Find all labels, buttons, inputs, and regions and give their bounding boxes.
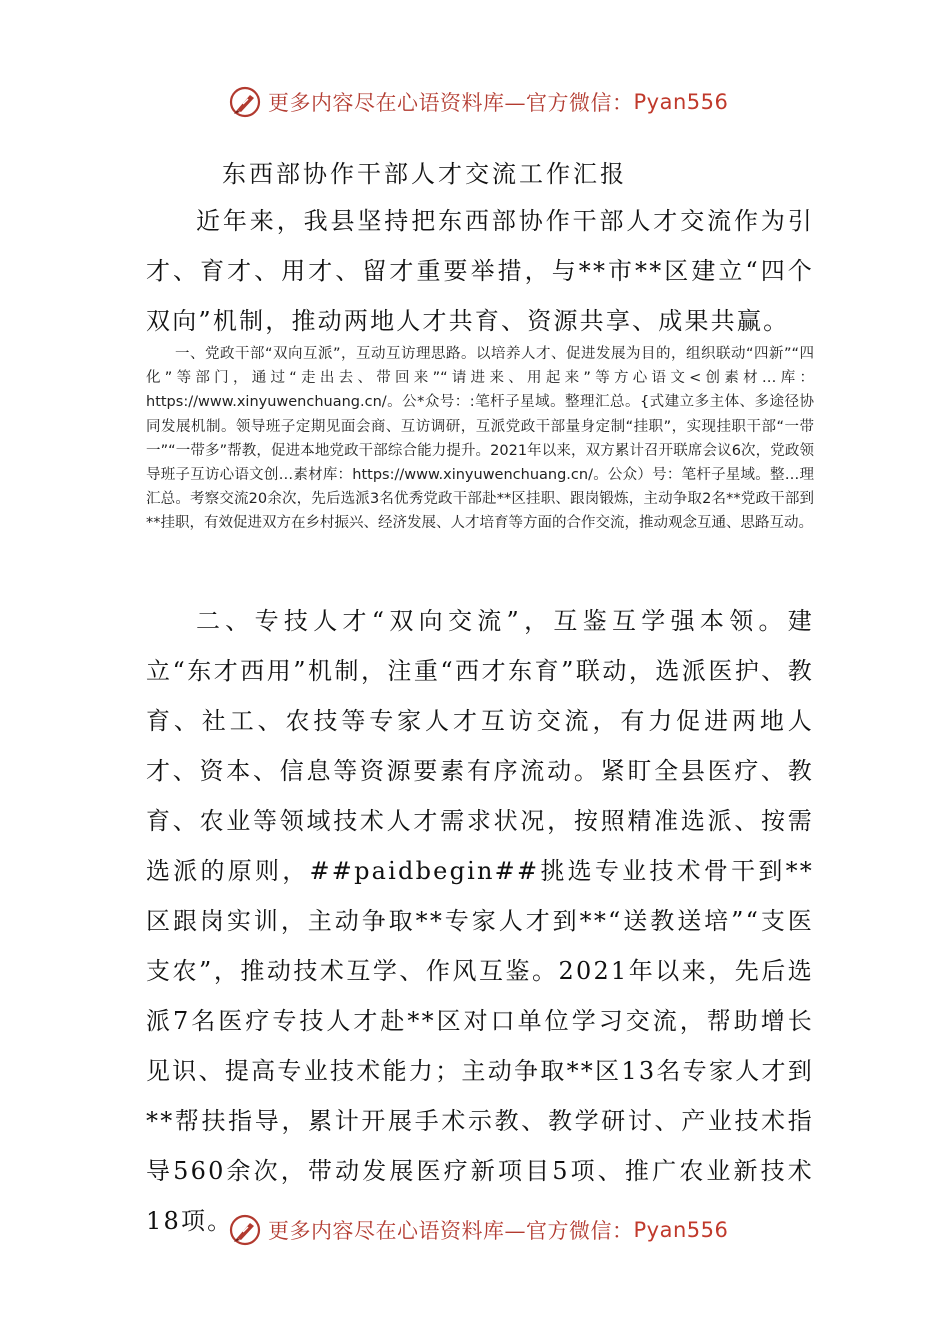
intro-paragraph: 近年来，我县坚持把东西部协作干部人才交流作为引才、育才、用才、留才重要举措，与**市**区建立“四个双向”机制，推动两地人才共育、资源共享、成果共赢。 <box>146 207 814 335</box>
footer-banner-text: 更多内容尽在心语资料库—官方微信： <box>268 1219 634 1243</box>
header-banner[interactable] <box>228 80 748 124</box>
pen-nib-logo-icon <box>228 1213 262 1247</box>
header-banner-text: 更多内容尽在心语资料库—官方微信： <box>268 91 634 115</box>
section-1-paragraph: 一、党政干部“双向互派”，互动互访理思路。以培养人才、促进发展为目的，组织联动“四新”“四化”等部门，通过“走出去、带回来”“请进来、用起来”等方心语文<创素材…库：https://www.xinyuwenchuang.cn/。公*众号：:笔杆子星域。整理汇总。{式建立多主体、多途径协同发展机制。领导班子定期见面会商、互访调研，互派党政干部量身定制“挂职”，实现挂职干部“一带一”“一带多”帮教，促进本地党政干部综合能力提升。2021年以来，双方累计召开联席会议6次，党政领导班子互访心语文创…素材库：https://www.xinyuwenchuang.cn/。公众）号：笔杆子星域。整…理汇总。考察交流20余次，先后选派3名优秀党政干部赴**区挂职、跟岗锻炼，主动争取2名**党政干部到**挂职，有效促进双方在乡村振兴、经济发展、人才培育等方面的合作交流，推动观念互通、思路互动。 <box>146 346 814 532</box>
footer-banner-brand: Pyan556 <box>633 1218 729 1242</box>
document-title: 东西部协作干部人才交流工作汇报 <box>222 160 627 188</box>
pen-nib-logo-icon <box>228 85 262 119</box>
header-banner-brand: Pyan556 <box>633 90 729 114</box>
section-2-paragraph: 二、专技人才“双向交流”，互鉴互学强本领。建立“东才西用”机制，注重“西才东育”联动，选派医护、教育、社工、农技等专家人才互访交流，有力促进两地人才、资本、信息等资源要素有序流动。紧盯全县医疗、教育、农业等领域技术人才需求状况，按照精准选派、按需选派的原则，##paidbegin##挑选专业技术骨干到**区跟岗实训，主动争取**专家人才到**“送教送培”“支医支农”，推动技术互学、作风互鉴。2021年以来，先后选派7名医疗专技人才赴**区对口单位学习交流，帮助增长见识、提高专业技术能力；主动争取**区13名专家人才到**帮扶指导，累计开展手术示教、教学研讨、产业技术指导560余次，带动发展医疗新项目5项、推广农业新技术18项。 <box>146 607 814 1235</box>
footer-banner[interactable] <box>228 1208 748 1252</box>
